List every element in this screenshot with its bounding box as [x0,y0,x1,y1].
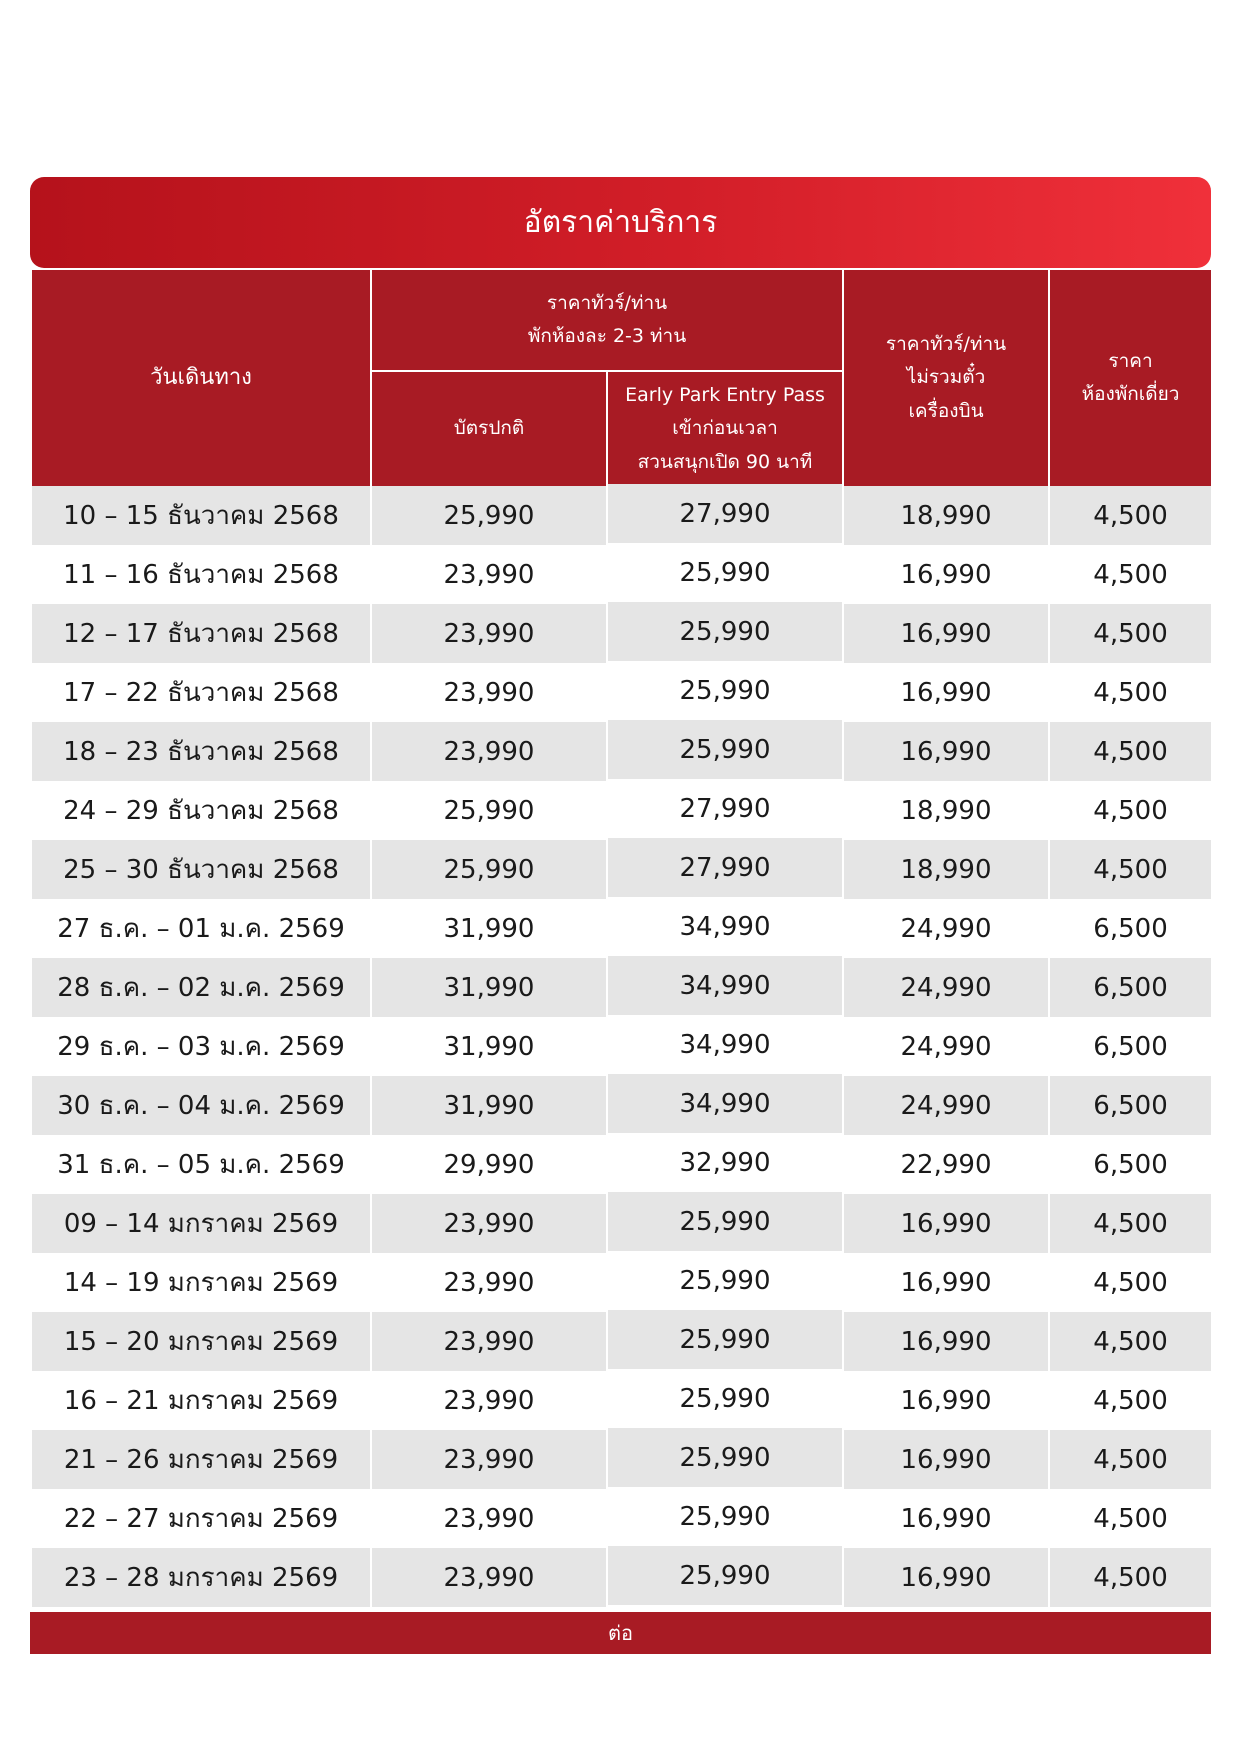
cell-regular-price: 23,990 [371,1194,607,1253]
cell-regular-price: 31,990 [371,1017,607,1076]
cell-regular-price: 23,990 [371,1312,607,1371]
cell-no-flight-price: 24,990 [843,1017,1049,1076]
header-no-flight-line1: ราคาทัวร์/ท่าน [885,333,1007,356]
cell-single-room-price: 4,500 [1049,1430,1212,1489]
cell-single-room-price: 6,500 [1049,958,1212,1017]
cell-regular-price: 23,990 [371,663,607,722]
rates-table [30,270,1213,1607]
cell-early-pass-price: 34,990 [607,956,843,1015]
header-tour-price-line1: ราคาทัวร์/ท่าน [546,291,668,314]
cell-single-room-price: 4,500 [1049,1194,1212,1253]
cell-no-flight-price: 16,990 [843,1194,1049,1253]
cell-no-flight-price: 16,990 [843,722,1049,781]
cell-early-pass-price: 25,990 [607,1487,843,1546]
cell-regular-price: 25,990 [371,840,607,899]
cell-travel-date: 11 – 16 ธันวาคม 2568 [31,545,371,604]
cell-early-pass-price: 25,990 [607,1192,843,1251]
cell-single-room-price: 6,500 [1049,899,1212,958]
cell-single-room-price: 4,500 [1049,1489,1212,1548]
cell-no-flight-price: 22,990 [843,1135,1049,1194]
cell-regular-price: 29,990 [371,1135,607,1194]
cell-travel-date: 28 ธ.ค. – 02 ม.ค. 2569 [31,958,371,1017]
cell-single-room-price: 6,500 [1049,1076,1212,1135]
header-single-room [1049,270,1212,486]
cell-early-pass-price: 27,990 [607,838,843,897]
cell-travel-date: 25 – 30 ธันวาคม 2568 [31,840,371,899]
header-early-line2: เข้าก่อนเวลา [672,417,778,440]
header-travel-date: วันเดินทาง [31,270,371,486]
cell-no-flight-price: 16,990 [843,663,1049,722]
cell-single-room-price: 4,500 [1049,1371,1212,1430]
table-row [31,899,1212,958]
cell-travel-date: 27 ธ.ค. – 01 ม.ค. 2569 [31,899,371,958]
cell-travel-date: 17 – 22 ธันวาคม 2568 [31,663,371,722]
table-row [31,1135,1212,1194]
table-row [31,1017,1212,1076]
cell-travel-date: 24 – 29 ธันวาคม 2568 [31,781,371,840]
table-row [31,722,1212,781]
cell-no-flight-price: 24,990 [843,958,1049,1017]
continued-footer [30,1612,1211,1654]
table-row [31,1548,1212,1607]
header-no-flight-line2: ไม่รวมตั๋ว [906,366,986,389]
cell-travel-date: 16 – 21 มกราคม 2569 [31,1371,371,1430]
table-row [31,604,1212,663]
cell-early-pass-price: 25,990 [607,1428,843,1487]
cell-regular-price: 23,990 [371,1548,607,1607]
header-single-line1: ราคา [1108,349,1153,372]
cell-regular-price: 23,990 [371,1430,607,1489]
table-row [31,486,1212,545]
table-row [31,545,1212,604]
cell-no-flight-price: 18,990 [843,486,1049,545]
cell-travel-date: 30 ธ.ค. – 04 ม.ค. 2569 [31,1076,371,1135]
cell-single-room-price: 4,500 [1049,663,1212,722]
cell-early-pass-price: 25,990 [607,543,843,602]
cell-single-room-price: 6,500 [1049,1135,1212,1194]
cell-travel-date: 12 – 17 ธันวาคม 2568 [31,604,371,663]
cell-single-room-price: 4,500 [1049,722,1212,781]
cell-early-pass-price: 34,990 [607,1074,843,1133]
table-row [31,1430,1212,1489]
header-single-line2: ห้องพักเดี่ยว [1081,383,1180,405]
cell-early-pass-price: 34,990 [607,897,843,956]
cell-no-flight-price: 16,990 [843,1548,1049,1607]
page-title: อัตราค่าบริการ [523,205,718,240]
cell-no-flight-price: 16,990 [843,604,1049,663]
cell-no-flight-price: 16,990 [843,545,1049,604]
cell-travel-date: 15 – 20 มกราคม 2569 [31,1312,371,1371]
cell-early-pass-price: 34,990 [607,1015,843,1074]
cell-early-pass-price: 25,990 [607,661,843,720]
rates-table-body [31,486,1212,1607]
cell-early-pass-price: 25,990 [607,1310,843,1369]
cell-regular-price: 31,990 [371,899,607,958]
cell-no-flight-price: 18,990 [843,781,1049,840]
cell-travel-date: 22 – 27 มกราคม 2569 [31,1489,371,1548]
header-early-line3: สวนสนุกเปิด 90 นาที [637,450,813,473]
cell-early-pass-price: 25,990 [607,1546,843,1605]
cell-single-room-price: 4,500 [1049,781,1212,840]
cell-regular-price: 23,990 [371,1371,607,1430]
cell-early-pass-price: 25,990 [607,1369,843,1428]
table-row [31,1253,1212,1312]
header-no-flight-line3: เครื่องบิน [908,399,984,422]
cell-early-pass-price: 25,990 [607,1251,843,1310]
cell-no-flight-price: 16,990 [843,1371,1049,1430]
cell-no-flight-price: 16,990 [843,1253,1049,1312]
header-early-pass [607,371,843,486]
cell-regular-price: 25,990 [371,486,607,545]
header-early-line1: Early Park Entry Pass [625,384,825,407]
header-regular-ticket: บัตรปกติ [371,371,607,486]
table-row [31,1489,1212,1548]
table-row [31,1194,1212,1253]
cell-early-pass-price: 25,990 [607,720,843,779]
cell-single-room-price: 4,500 [1049,1312,1212,1371]
cell-early-pass-price: 25,990 [607,602,843,661]
cell-single-room-price: 4,500 [1049,1548,1212,1607]
table-row [31,1371,1212,1430]
cell-early-pass-price: 27,990 [607,484,843,543]
cell-single-room-price: 4,500 [1049,545,1212,604]
cell-no-flight-price: 16,990 [843,1430,1049,1489]
cell-no-flight-price: 24,990 [843,899,1049,958]
cell-travel-date: 10 – 15 ธันวาคม 2568 [31,486,371,545]
cell-regular-price: 31,990 [371,1076,607,1135]
cell-travel-date: 21 – 26 มกราคม 2569 [31,1430,371,1489]
cell-single-room-price: 4,500 [1049,604,1212,663]
table-row [31,1312,1212,1371]
cell-single-room-price: 4,500 [1049,486,1212,545]
cell-regular-price: 23,990 [371,1489,607,1548]
table-row [31,958,1212,1017]
cell-single-room-price: 4,500 [1049,1253,1212,1312]
cell-regular-price: 23,990 [371,1253,607,1312]
footer-label: ต่อ [608,1621,633,1645]
cell-regular-price: 25,990 [371,781,607,840]
header-tour-price-line2: พักห้องละ 2-3 ท่าน [527,325,687,347]
table-row [31,781,1212,840]
cell-travel-date: 23 – 28 มกราคม 2569 [31,1548,371,1607]
cell-travel-date: 31 ธ.ค. – 05 ม.ค. 2569 [31,1135,371,1194]
cell-single-room-price: 4,500 [1049,840,1212,899]
table-row [31,840,1212,899]
cell-travel-date: 09 – 14 มกราคม 2569 [31,1194,371,1253]
cell-regular-price: 31,990 [371,958,607,1017]
cell-regular-price: 23,990 [371,722,607,781]
cell-no-flight-price: 18,990 [843,840,1049,899]
table-row [31,1076,1212,1135]
cell-travel-date: 14 – 19 มกราคม 2569 [31,1253,371,1312]
cell-regular-price: 23,990 [371,604,607,663]
cell-no-flight-price: 16,990 [843,1489,1049,1548]
cell-no-flight-price: 24,990 [843,1076,1049,1135]
cell-travel-date: 29 ธ.ค. – 03 ม.ค. 2569 [31,1017,371,1076]
cell-early-pass-price: 32,990 [607,1133,843,1192]
header-no-flight-price [843,270,1049,486]
title-banner [30,177,1211,268]
table-row [31,663,1212,722]
cell-travel-date: 18 – 23 ธันวาคม 2568 [31,722,371,781]
cell-early-pass-price: 27,990 [607,779,843,838]
cell-regular-price: 23,990 [371,545,607,604]
cell-single-room-price: 6,500 [1049,1017,1212,1076]
cell-no-flight-price: 16,990 [843,1312,1049,1371]
header-tour-price [371,270,843,371]
